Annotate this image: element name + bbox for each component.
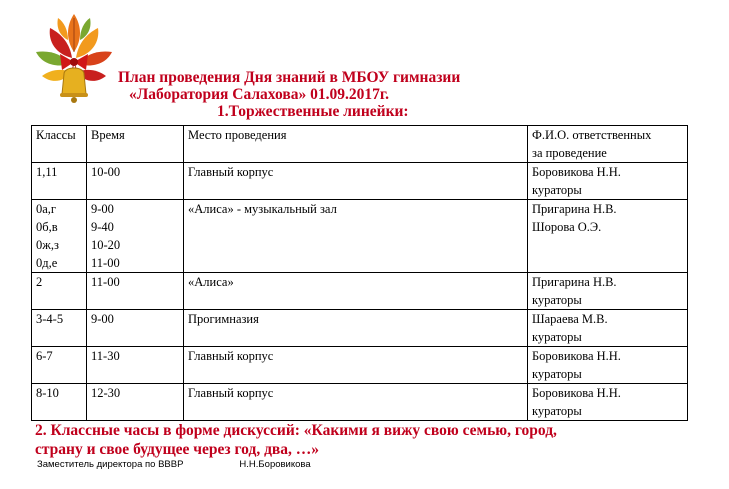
cell-line: Ф.И.О. ответственных	[532, 128, 652, 142]
cell-place	[184, 163, 528, 200]
cell-line: 3-4-5	[36, 312, 64, 326]
cell-line: Боровикова Н.Н.	[532, 349, 621, 363]
section-2-title	[35, 421, 695, 459]
title-line-2: «Лаборатория Салахова» 01.09.2017г.	[129, 86, 389, 103]
cell-line: Пригарина Н.В.	[532, 275, 617, 289]
header-cell-time	[87, 126, 184, 163]
cell-line: Главный корпус	[188, 386, 274, 400]
table-row	[32, 273, 688, 310]
header-cell-responsible	[528, 126, 688, 163]
cell-line: 11-00	[91, 275, 120, 289]
cell-line: 11-00	[91, 256, 120, 270]
cell-line: кураторы	[532, 404, 582, 418]
autumn-leaves-bell-icon	[28, 6, 120, 114]
cell-line: 10-00	[91, 165, 121, 179]
cell-place	[184, 310, 528, 347]
table-row	[32, 310, 688, 347]
cell-line: Пригарина Н.В.	[532, 202, 617, 216]
cell-responsible	[528, 347, 688, 384]
cell-line: 0б,в	[36, 220, 58, 234]
signature-name: Н.Н.Боровикова	[239, 459, 311, 470]
cell-line: кураторы	[532, 183, 582, 197]
cell-line: 9-40	[91, 220, 114, 234]
cell-line: кураторы	[532, 367, 582, 381]
cell-responsible	[528, 310, 688, 347]
signature-position: Заместитель директора по ВВВР	[37, 459, 184, 470]
table-row	[32, 347, 688, 384]
cell-line: Время	[91, 128, 125, 142]
cell-line: кураторы	[532, 330, 582, 344]
cell-line: 9-00	[91, 312, 114, 326]
schedule-table	[31, 125, 688, 421]
cell-line: 1,11	[36, 165, 58, 179]
table-row	[32, 200, 688, 273]
cell-responsible	[528, 200, 688, 273]
cell-line: «Алиса»	[188, 275, 234, 289]
cell-classes	[32, 347, 87, 384]
cell-line: Шорова О.Э.	[532, 220, 602, 234]
cell-line: 11-30	[91, 349, 120, 363]
cell-classes	[32, 273, 87, 310]
title-line-1: План проведения Дня знаний в МБОУ гимназии	[118, 69, 461, 86]
table-row	[32, 163, 688, 200]
cell-time	[87, 163, 184, 200]
cell-line: 6-7	[36, 349, 53, 363]
cell-time	[87, 273, 184, 310]
cell-line: 2	[36, 275, 43, 289]
cell-line: «Алиса» - музыкальный зал	[188, 202, 337, 216]
section-1-title: 1.Торжественные линейки:	[217, 103, 409, 120]
cell-line: 0а,г	[36, 202, 57, 216]
section-2-line-1: 2. Классные часы в форме дискуссий: «Какими я вижу свою семью, город,	[35, 422, 557, 439]
cell-responsible	[528, 384, 688, 421]
table-row	[32, 384, 688, 421]
cell-line: Шараева М.В.	[532, 312, 608, 326]
cell-line: кураторы	[532, 293, 582, 307]
cell-classes	[32, 384, 87, 421]
cell-line: Боровикова Н.Н.	[532, 165, 621, 179]
cell-place	[184, 347, 528, 384]
cell-line: за проведение	[532, 146, 607, 160]
cell-line: Боровикова Н.Н.	[532, 386, 621, 400]
cell-line: Главный корпус	[188, 165, 274, 179]
cell-line: Главный корпус	[188, 349, 274, 363]
cell-place	[184, 384, 528, 421]
section-2-line-2: страну и свое будущее через год, два, …»	[35, 441, 320, 458]
cell-line: Место проведения	[188, 128, 287, 142]
cell-classes	[32, 200, 87, 273]
signature	[37, 459, 311, 470]
cell-place	[184, 200, 528, 273]
cell-place	[184, 273, 528, 310]
cell-line: 10-20	[91, 238, 121, 252]
cell-time	[87, 384, 184, 421]
document-title	[110, 69, 530, 120]
cell-line: Классы	[36, 128, 76, 142]
header-cell-classes	[32, 126, 87, 163]
cell-line: 8-10	[36, 386, 59, 400]
cell-line: Прогимназия	[188, 312, 259, 326]
table-header-row	[32, 126, 688, 163]
cell-time	[87, 200, 184, 273]
cell-line: 0д,е	[36, 256, 58, 270]
cell-line: 9-00	[91, 202, 114, 216]
cell-line: 0ж,з	[36, 238, 59, 252]
header-cell-place	[184, 126, 528, 163]
cell-classes	[32, 310, 87, 347]
cell-time	[87, 310, 184, 347]
cell-line: 12-30	[91, 386, 121, 400]
cell-classes	[32, 163, 87, 200]
cell-responsible	[528, 163, 688, 200]
cell-responsible	[528, 273, 688, 310]
cell-time	[87, 347, 184, 384]
